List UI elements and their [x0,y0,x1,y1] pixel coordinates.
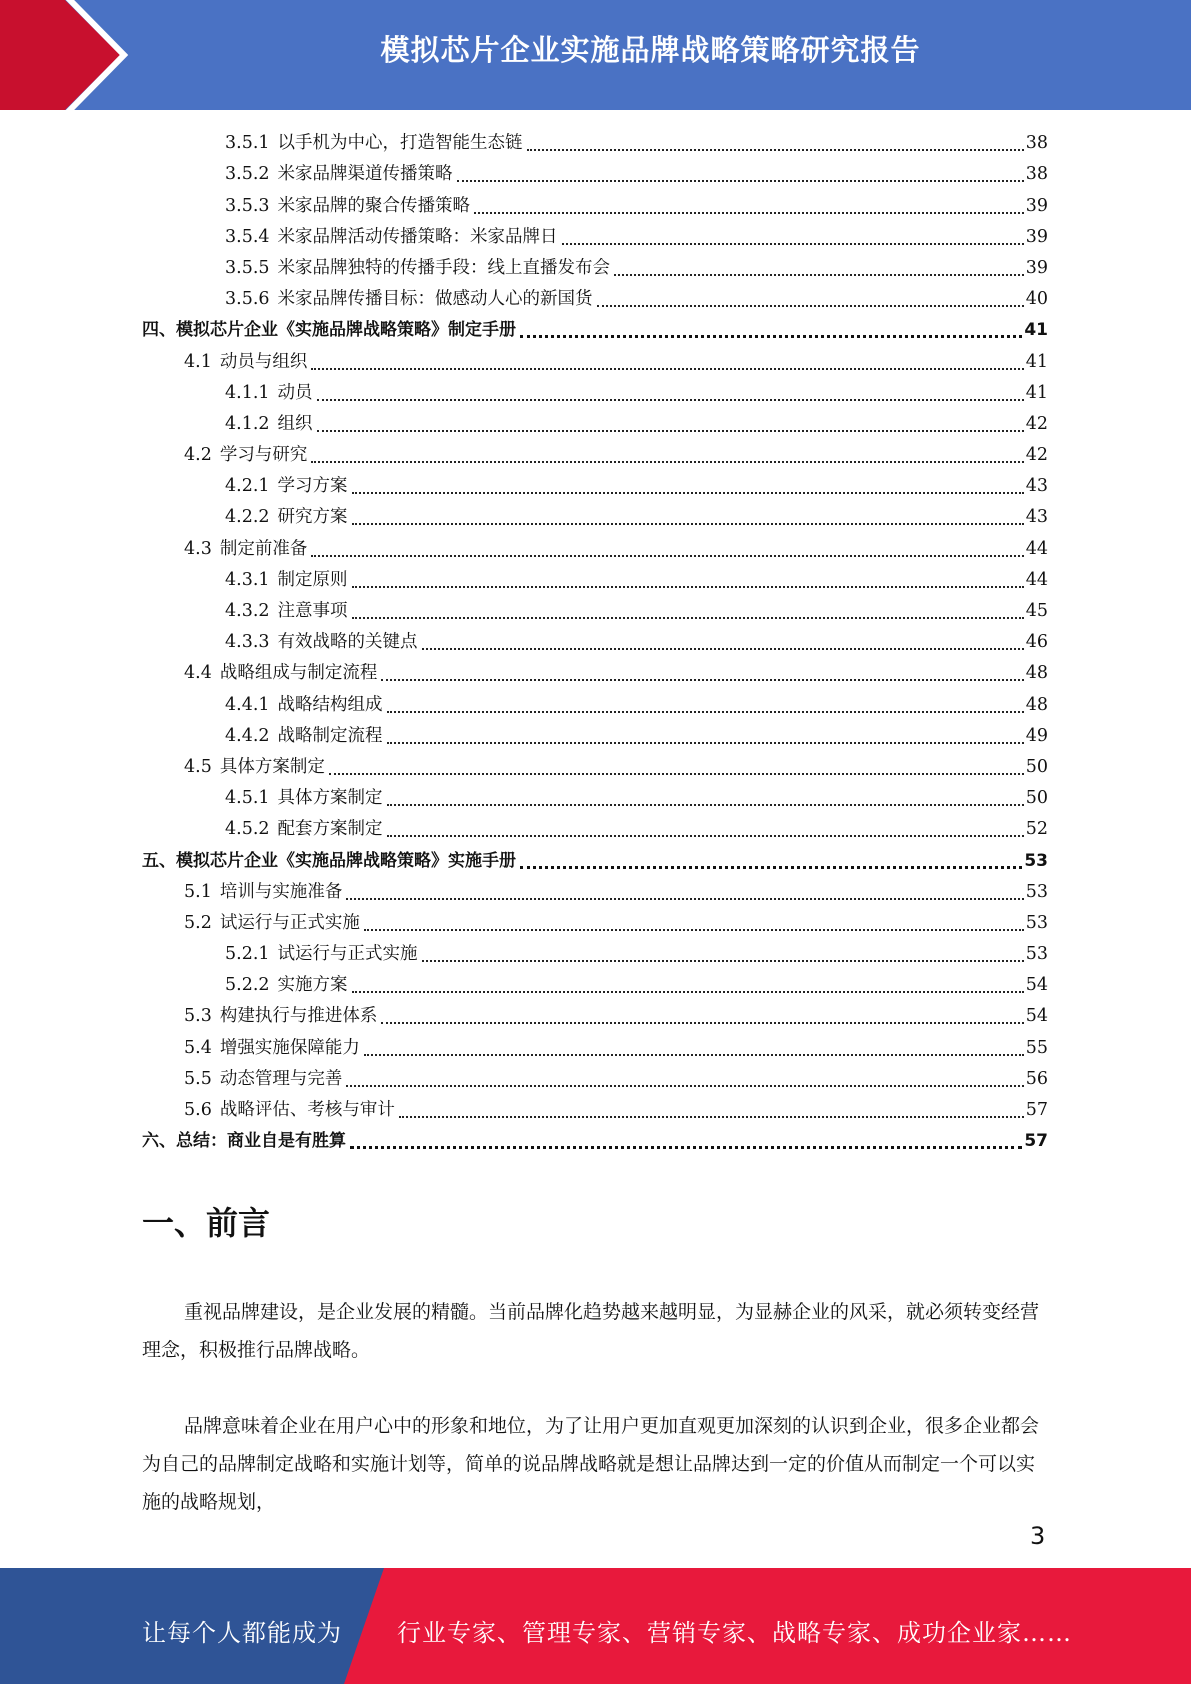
toc-dot-leader [317,429,1024,432]
toc-entry-title: 制定前准备 [219,538,308,559]
toc-entry-page: 53 [1024,850,1048,871]
toc-entry-title: 四、模拟芯片企业《实施品牌战略策略》制定手册 [142,320,516,341]
page-number: 3 [1030,1522,1046,1550]
toc-entry-title: 配套方案制定 [277,819,383,840]
toc-dot-leader [474,211,1024,214]
toc-entry-page: 41 [1024,320,1048,341]
toc-entry-number: 4.1 [184,351,212,372]
toc-dot-leader [562,242,1024,245]
toc-entry[interactable] [142,845,1048,876]
toc-entry[interactable] [142,1095,1048,1126]
toc-entry-title: 米家品牌渠道传播策略 [277,164,453,185]
toc-dot-leader [317,398,1024,401]
toc-entry[interactable] [142,128,1048,159]
toc-entry-number: 4.3 [184,538,212,559]
toc-entry-title: 学习与研究 [219,445,308,466]
toc-dot-leader [311,367,1023,370]
toc-entry-number: 4.4.1 [225,694,270,715]
toc-entry-title: 五、模拟芯片企业《实施品牌战略策略》实施手册 [142,850,516,871]
toc-entry-page: 57 [1024,1131,1048,1152]
toc-dot-leader [614,273,1024,276]
toc-entry-number: 5.2.1 [225,944,270,965]
toc-entry-title: 增强实施保障能力 [219,1037,360,1058]
toc-entry-title: 有效战略的关键点 [277,632,418,653]
toc-entry-number: 5.2 [184,912,212,933]
toc-entry-title: 战略组成与制定流程 [219,663,378,684]
toc-entry-title: 米家品牌的聚合传播策略 [277,195,471,216]
toc-entry-page: 38 [1025,164,1048,185]
toc-entry[interactable] [142,378,1048,409]
toc-dot-leader [399,1115,1024,1118]
toc-entry-title: 以手机为中心，打造智能生态链 [277,133,523,154]
toc-dot-leader [387,803,1024,806]
toc-entry-page: 54 [1025,975,1048,996]
toc-entry-title: 培训与实施准备 [219,881,343,902]
toc-entry[interactable] [142,877,1048,908]
header-arrow-decoration [0,0,150,110]
toc-entry-page: 44 [1025,569,1048,590]
toc-entry[interactable] [142,533,1048,564]
footer-slogan-left: 让每个人都能成为 [142,1619,342,1647]
toc-entry-page: 43 [1025,476,1048,497]
toc-entry[interactable] [142,970,1048,1001]
toc-entry[interactable] [142,1032,1048,1063]
toc-entry-number: 3.5.2 [225,164,270,185]
toc-entry-page: 38 [1025,133,1048,154]
toc-entry[interactable] [142,1126,1048,1157]
toc-entry-title: 研究方案 [277,507,348,528]
toc-entry-title: 实施方案 [277,975,348,996]
toc-dot-leader [311,554,1023,557]
toc-entry[interactable] [142,1064,1048,1095]
toc-entry[interactable] [142,689,1048,720]
toc-dot-leader [422,959,1024,962]
toc-dot-leader [597,304,1024,307]
toc-entry[interactable] [142,471,1048,502]
toc-entry-page: 40 [1025,289,1048,310]
toc-entry[interactable] [142,783,1048,814]
toc-entry-page: 39 [1025,195,1048,216]
toc-entry-number: 3.5.5 [225,257,270,278]
body-paragraph: 品牌意味着企业在用户心中的形象和地位，为了让用户更加直观更加深刻的认识到企业，很多企业都会为自己的品牌制定战略和实施计划等，简单的说品牌战略就是想让品牌达到一定的价值从而制定一个可以实施的战略规划， [142,1415,1040,1513]
toc-entry-number: 5.2.2 [225,975,270,996]
toc-entry-number: 4.5 [184,756,212,777]
toc-entry-title: 动员与组织 [219,351,308,372]
toc-entry-title: 战略制定流程 [277,725,383,746]
toc-entry-number: 4.5.2 [225,819,270,840]
toc-dot-leader [350,1145,1022,1149]
toc-entry-number: 4.2 [184,445,212,466]
toc-entry[interactable] [142,814,1048,845]
body-paragraph: 重视品牌建设，是企业发展的精髓。当前品牌化趋势越来越明显，为显赫企业的风采，就必须转变经营理念，积极推行品牌战略。 [142,1301,1040,1361]
toc-entry-title: 试运行与正式实施 [277,944,418,965]
toc-entry-page: 48 [1025,663,1048,684]
toc-entry-page: 53 [1025,912,1048,933]
toc-entry-number: 4.1.1 [225,382,270,403]
toc-dot-leader [527,148,1024,151]
toc-entry-page: 48 [1025,694,1048,715]
toc-entry-number: 3.5.1 [225,133,270,154]
toc-entry-number: 4.3.1 [225,569,270,590]
toc-dot-leader [346,897,1023,900]
toc-dot-leader [352,522,1024,525]
table-of-contents [142,128,1048,1157]
toc-entry[interactable] [142,721,1048,752]
toc-entry-page: 39 [1025,226,1048,247]
toc-entry-page: 42 [1025,445,1048,466]
toc-dot-leader [520,865,1022,869]
toc-entry-title: 试运行与正式实施 [219,912,360,933]
toc-dot-leader [329,772,1024,775]
toc-entry[interactable] [142,440,1048,471]
toc-entry-page: 43 [1025,507,1048,528]
toc-entry-page: 46 [1025,632,1048,653]
toc-entry-number: 4.2.1 [225,476,270,497]
toc-dot-leader [346,1084,1023,1087]
toc-entry[interactable] [142,284,1048,315]
toc-entry[interactable] [142,908,1048,939]
toc-entry-number: 4.2.2 [225,507,270,528]
toc-entry-number: 5.6 [184,1100,212,1120]
toc-entry-number: 4.5.1 [225,788,270,809]
toc-entry-title: 学习方案 [277,476,348,497]
toc-entry[interactable] [142,190,1048,221]
toc-entry-page: 54 [1025,1006,1048,1027]
toc-dot-leader [364,928,1024,931]
toc-entry-page: 55 [1025,1037,1048,1058]
toc-entry-number: 4.3.2 [225,601,270,621]
toc-dot-leader [364,1053,1024,1056]
toc-dot-leader [381,678,1023,681]
toc-entry[interactable] [142,409,1048,440]
toc-entry-number: 5.3 [184,1006,212,1027]
toc-entry-number: 3.5.3 [225,195,270,216]
toc-entry-page: 52 [1025,819,1048,840]
toc-dot-leader [387,741,1024,744]
toc-entry[interactable] [142,939,1048,970]
toc-dot-leader [352,990,1024,993]
toc-entry-title: 六、总结：商业自是有胜算 [142,1131,346,1152]
toc-entry-page: 50 [1025,756,1048,777]
toc-entry-page: 42 [1025,413,1048,434]
toc-entry-number: 3.5.4 [225,226,270,247]
toc-dot-leader [381,1021,1023,1024]
toc-dot-leader [457,179,1024,182]
toc-entry-number: 4.3.3 [225,632,270,653]
toc-entry[interactable] [142,1001,1048,1032]
toc-entry-title: 组织 [277,413,313,434]
toc-entry[interactable] [142,222,1048,253]
toc-entry-title: 米家品牌活动传播策略：米家品牌日 [277,226,558,247]
toc-dot-leader [387,710,1024,713]
toc-entry[interactable] [142,346,1048,377]
toc-entry-number: 4.4.2 [225,725,270,746]
toc-entry-page: 57 [1025,1100,1048,1120]
toc-dot-leader [387,834,1024,837]
toc-entry[interactable] [142,752,1048,783]
toc-entry-page: 45 [1025,601,1048,621]
toc-entry-title: 动员 [277,382,313,403]
toc-dot-leader [422,647,1024,650]
toc-entry-number: 5.1 [184,881,212,902]
toc-dot-leader [352,616,1024,619]
toc-entry-number: 4.4 [184,663,212,684]
header-title: 模拟芯片企业实施品牌战略策略研究报告 [380,33,921,67]
toc-entry-title: 注意事项 [277,601,348,621]
toc-entry-title: 具体方案制定 [277,788,383,809]
toc-entry-page: 49 [1025,725,1048,746]
toc-entry-number: 4.1.2 [225,413,270,434]
toc-entry-page: 50 [1025,788,1048,809]
footer-slogan-right: 行业专家、管理专家、营销专家、战略专家、成功企业家…… [397,1619,1072,1647]
toc-entry[interactable] [142,315,1048,346]
toc-dot-leader [520,334,1022,338]
section-heading: 一、前言 [142,1204,271,1242]
toc-entry[interactable] [142,159,1048,190]
toc-entry[interactable] [142,253,1048,284]
toc-entry-page: 53 [1025,944,1048,965]
toc-dot-leader [352,491,1024,494]
toc-dot-leader [311,460,1023,463]
toc-entry[interactable] [142,502,1048,533]
toc-entry-page: 41 [1025,351,1048,372]
toc-entry[interactable] [142,627,1048,658]
toc-dot-leader [352,585,1024,588]
toc-entry[interactable] [142,658,1048,689]
page-header [0,0,1191,110]
toc-entry-page: 53 [1025,881,1048,902]
toc-entry[interactable] [142,596,1048,627]
toc-entry-title: 动态管理与完善 [219,1068,343,1089]
toc-entry-page: 56 [1025,1068,1048,1089]
toc-entry-page: 41 [1025,382,1048,403]
toc-entry-title: 制定原则 [277,569,348,590]
toc-entry-title: 战略评估、考核与审计 [219,1100,395,1120]
toc-entry[interactable] [142,565,1048,596]
toc-entry-number: 3.5.6 [225,289,270,310]
toc-entry-page: 44 [1025,538,1048,559]
toc-entry-title: 构建执行与推进体系 [219,1006,378,1027]
page-footer [0,1568,1191,1684]
toc-entry-number: 5.5 [184,1068,212,1089]
toc-entry-title: 具体方案制定 [219,756,325,777]
toc-entry-title: 战略结构组成 [277,694,383,715]
toc-entry-title: 米家品牌传播目标：做感动人心的新国货 [277,289,593,310]
toc-entry-page: 39 [1025,257,1048,278]
toc-entry-title: 米家品牌独特的传播手段：线上直播发布会 [277,257,611,278]
toc-entry-number: 5.4 [184,1037,212,1058]
